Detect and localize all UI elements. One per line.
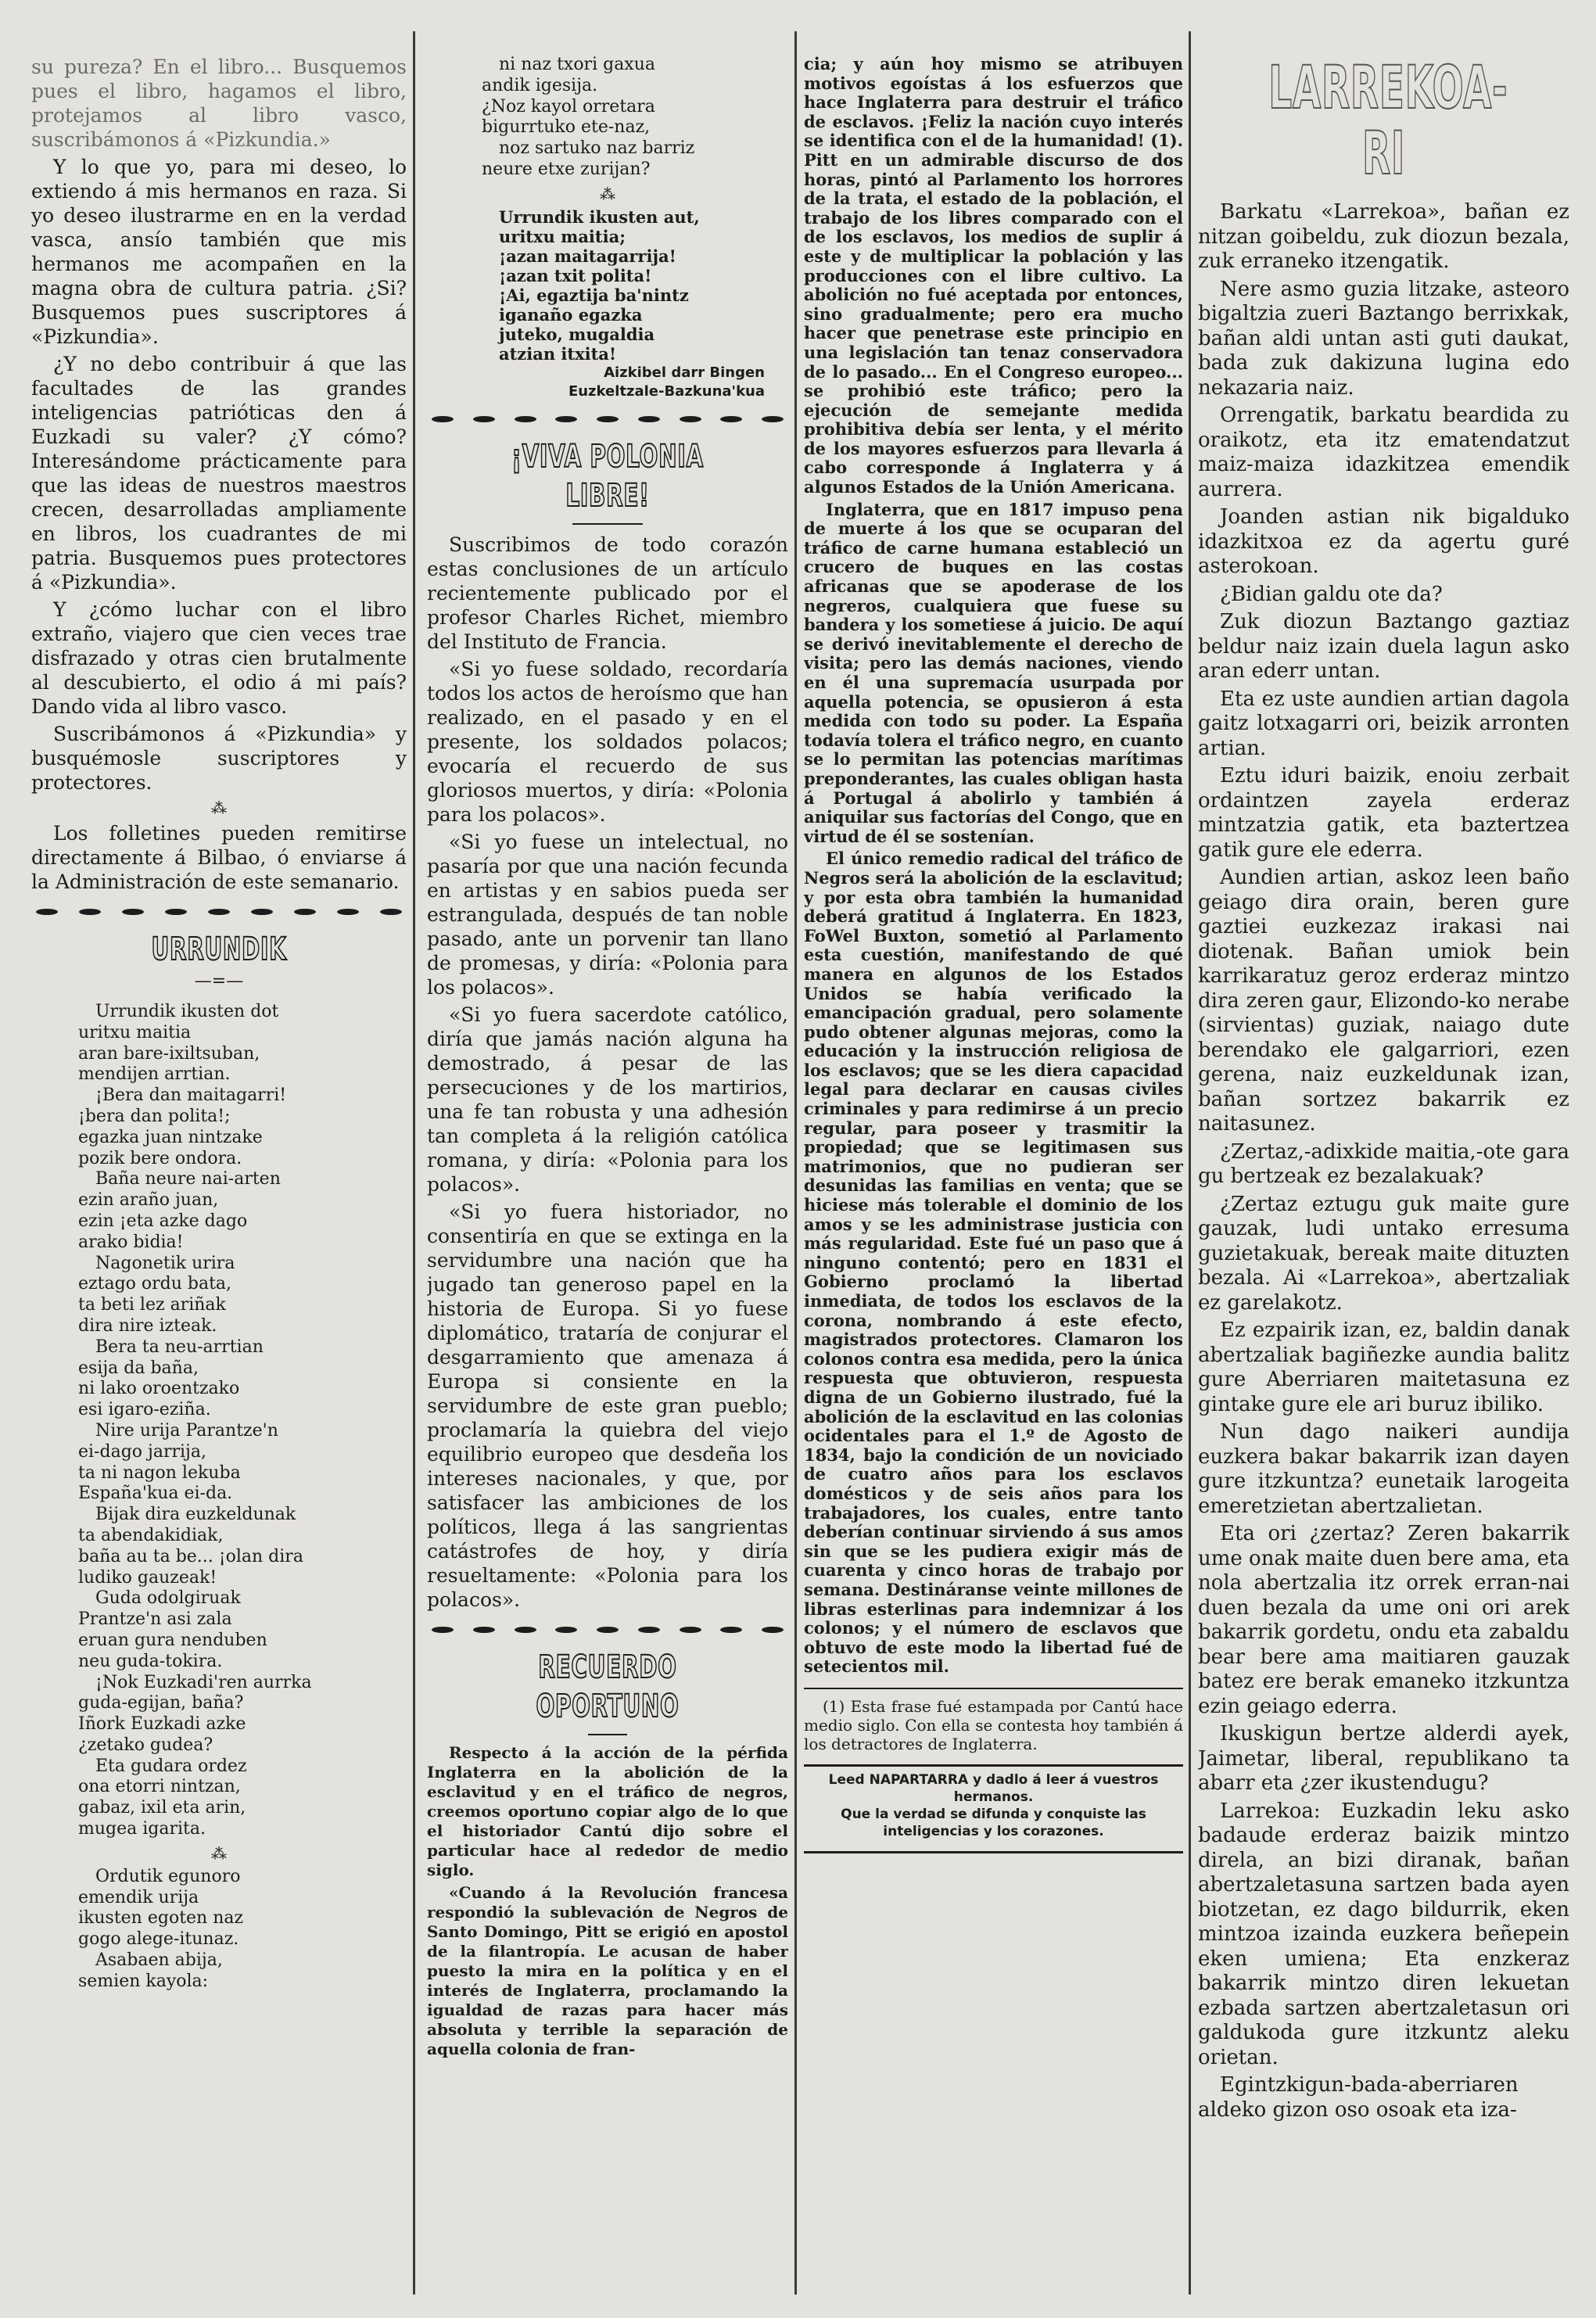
column-rule-2 [794, 31, 797, 2295]
poem-line: neure etxe zurijan? [482, 159, 651, 179]
paragraph: Los folletines pueden remitirse directamente á Bilbao, ó enviarse á la Administración de este semanario. [31, 822, 407, 893]
poem-line: ni naz txori gaxua [499, 55, 655, 74]
poem-line: Nagonetik urira [95, 1253, 235, 1273]
poem-line: ¿Noz kayol orretara [482, 96, 655, 117]
paragraph: Egintzkigun-bada-aberriaren aldeko gizon oso osoak eta iza- [1198, 2073, 1519, 2122]
poem-line: eztago ordu bata, [78, 1274, 232, 1294]
ornamental-divider [432, 1624, 784, 1635]
paragraph: Aundien artian, askoz leen baño geiago dira orain, beren gure gaztiei euzkezaz irakasi nai diotenak. Bañan umiok bein karrikaratuz geroz erderaz mintzo dira zeren gaur, Elizondo-ko nerabe (sirvientas) guziak, naiago dute berendako ele galgarriori, ezen gerena, naiz euzkeldunak izan, bañan sortzez bakarrik ez naitasunez. [1198, 866, 1569, 1136]
poem-continued [31, 1867, 407, 1993]
poem-line: esi igaro-eziña. [78, 1400, 211, 1420]
poem-ending [427, 55, 788, 181]
paragraph: Y ¿cómo luchar con el libro extraño, viajero que cien veces trae disfrazado y otras cien brutalmente al descubierto, el odio á mi país? Dando vida al libro vasco. [31, 598, 407, 718]
separator: —=— [194, 971, 244, 991]
paragraph: Respecto á la acción de la pérfida Inglaterra en la abolición de la esclavitud y en el tráfico de negros, creemos oportuno copiar algo de lo que el historiador Cantú dijo sobre el particular hace al rededor de medio siglo. [427, 1742, 788, 1879]
poem-bold [427, 207, 788, 364]
paragraph: ¿Bidian galdu ote da? [1220, 582, 1443, 606]
paragraph: «Si yo fuera historiador, no consentiría en que se extinga en la servidumbre una nación que ha jugado tan generoso papel en la historia de Europa. Si yo fuese diplomático, trataría de conjurar el desgarramiento que amenaza á Europa si consiente en la servidumbre de este gran pueblo; proclamaría la quiebra del viejo equilibrio europeo que desdeña los intereses nacionales, y que, por satisfacer las ambiciones de los políticos, llega á las sangrientas catástrofes de hoy, y diría resueltamente: «Polonia para los polacos». [427, 1200, 788, 1611]
section-heading-polonia: ¡VIVA POLONIA LIBRE! [511, 438, 704, 514]
section-heading-urrundik: URRUNDIK [151, 931, 287, 967]
section-heading-larrekoa: LARREKOA-RI [1268, 55, 1508, 188]
poem-line: arako bidia! [78, 1232, 184, 1252]
poem-line: ludiko gauzeak! [78, 1567, 217, 1588]
paragraph: ¿Zertaz eztugu guk maite gure gauzak, ludi untako erresuma guzietakuak, bereak maite dituzten bezala. Ai «Larrekoa», abertzaliak ez garelakotz. [1198, 1192, 1569, 1315]
poem-line: Eta gudara ordez [95, 1756, 247, 1776]
paragraph: Eta ez uste aundien artian dagola gaitz lotxagarri ori, beizik arronten artian. [1198, 687, 1569, 760]
poem-line: ¡bera dan polita!; [78, 1106, 231, 1126]
poem-line: ta beti lez ariñak [78, 1295, 226, 1315]
paragraph: «Cuando á la Revolución francesa respondió la sublevación de Negros de Santo Domingo, Pitt se erigió en apostol de la filantropía. Le acusan de haber puesto la mira en la política y en el interés de Inglaterra, proclamando la igualdad de razas para hacer más absoluta y terrible la separación de aquella colonia de fran- [427, 1882, 788, 2058]
paragraph: «Si yo fuese un intelectual, no pasaría por que una nación fecunda en artistas y en sabios pueda ser estrangulada, después de tan noble pasado, ante un porvenir tan llano de promesas, y diría: «Polonia para los polacos». [427, 830, 788, 999]
poem-line: Prantze'n asi zala [78, 1609, 232, 1630]
poem-line: dira nire izteak. [78, 1315, 217, 1336]
poem-line: mendijen arrtian. [78, 1064, 231, 1085]
poem-line: ¡azan txit polita! [499, 265, 652, 285]
column-3 [804, 55, 1183, 2307]
poem-line: uritxu maitia; [499, 226, 626, 246]
poem-line: neu guda-tokira. [78, 1651, 223, 1671]
paragraph: «Si yo fuese soldado, recordaría todos los actos de heroísmo que han realizado, en el pasado y en el presente, los soldados polacos; evocaría el recuerdo de sus gloriosos muertos, y diría: «Polonia para los polacos». [427, 657, 788, 826]
poem-line: gabaz, ixil eta arin, [78, 1798, 246, 1818]
ornamental-divider [36, 906, 402, 917]
poem-line: uritxu maitia [78, 1022, 192, 1042]
poem-line: ezin ¡eta azke dago [78, 1211, 248, 1231]
short-rule [572, 523, 643, 525]
poem-line: ¡Nok Euzkadi'ren aurrka [95, 1672, 312, 1692]
poem-line: semien kayola: [78, 1971, 209, 1991]
poem-line: Asabaen abija, [95, 1950, 223, 1971]
column-4 [1198, 55, 1569, 2307]
poem-line: esija da baña, [78, 1358, 199, 1378]
poem-line: atzian itxita! [499, 343, 617, 364]
poem [31, 1002, 407, 1840]
paragraph: Ikuskigun bertze alderdi ayek, Jaimetar, liberal, republikano ta abarr eta ¿zer ikustendugu? [1198, 1722, 1569, 1795]
poem-line: Ordutik egunoro [95, 1866, 241, 1886]
poem-line: Bera ta neu-arrtian [95, 1337, 264, 1357]
poem-line: Urrundik ikusten dot [95, 1002, 279, 1021]
footnote-rule [804, 1688, 1183, 1689]
poem-line: eruan gura nenduben [78, 1630, 267, 1650]
poem-line: gogo alege-itunaz. [78, 1929, 239, 1950]
notice-line: Que la verdad se difunda y conquiste las inteligencias y los corazones. [841, 1806, 1146, 1839]
poem-line: ¡Ai, egaztija ba'nintz [499, 285, 689, 305]
paragraph: Suscribámonos á «Pizkundia» y busquémosle suscriptores y protectores. [31, 723, 407, 794]
paragraph: Larrekoa: Euzkadin leku asko badaude erderaz baizik mintzo direla, an bizi diranak, bañan abertzaletasuna sartzen bada ayen biotzetan, ez dago bildurrik, eken mintzoa izainda euzkera beñepein eken umiena; Eta enzkeraz bakarrik mintzo diren lekuetan ezbada sartzen abertzaletasun ori galdukoda gure itzkuntz aleku orietan. [1198, 1799, 1569, 2069]
paragraph: Inglaterra, que en 1817 impuso pena de muerte á los que se ocuparan del tráfico de carne humana estableció un crucero de buques en las costas africanas que se apoderase de los negreros, cualquiera que fuese su bandera y los sometiese á juicio. De aquí se derivó inevitablemente el derecho de visita; pero las demás naciones, viendo en él una supremacía usurpada por aquella potencia, se opusieron á esta medida con todo su poder. La España todavía tolera el tráfico negro, en cuanto se lo permitan las potencias marítimas preponderantes, las cuales obligan hasta á Portugal á abolirlo y también á aniquilar sus factorías del Congo, que en virtud de él se sostenían. [804, 499, 1183, 846]
asterism: ⁂ [211, 1843, 227, 1863]
footnote: (1) Esta frase fué estampada por Cantú hace medio siglo. Con ella se contesta hoy también á los detractores de Inglaterra. [804, 1696, 1183, 1753]
poem-line: ¡azan maitagarrija! [499, 246, 676, 266]
asterism: ⁂ [600, 184, 615, 203]
poem-line: noz sartuko naz barriz [499, 138, 695, 159]
poem-line: pozik bere ondora. [78, 1148, 242, 1168]
paragraph: cia; y aún hoy mismo se atribuyen motivos egoístas á los esfuerzos que hace Inglaterra para destruir el tráfico de esclavos. ¡Feliz la nación cuyo interés se identifica con el de la humanidad! (1). Pitt en un admirable discurso de dos horas, pintó al Parlamento los horrores de la trata, el estado de la población, el trabajo de los libres comparado con el de los esclavos, los medios de suplir á este y de multiplicar la población y las producciones con el libre cultivo. La abolición no fué aceptada por entonces, sino gradualmente; pero era mucho hacer que penetrase este principio en una legislación tan tenaz conservadora de lo pasado... En el Congreso europeo... se prohibió este tráfico; pero la ejecución de semejante medida prohibitiva debía ser lenta, y el mérito de los mayores esfuerzos para llevarla á cabo corresponde á Inglaterra y á algunos Estados de la Unión Americana. [804, 55, 1183, 497]
column-1 [31, 55, 407, 2307]
poem-line: Guda odolgiruak [95, 1588, 241, 1609]
poem-line: aran bare-ixiltsuban, [78, 1043, 260, 1064]
paragraph: Eztu iduri baizik, enoiu zerbait ordaintzen zayela erderaz mintzatzia gatik, eta baztertzea gatik gure ele ederra. [1198, 764, 1569, 862]
short-rule [588, 1734, 627, 1735]
poem-line: guda-egijan, baña? [78, 1693, 244, 1713]
notice-rule [804, 1764, 1183, 1767]
paragraph: Zuk diozun Baztango gaztiaz beldur naiz izain duela lagun asko aran ederr untan. [1198, 610, 1569, 683]
column-rule-1 [413, 31, 415, 2295]
paragraph: Barkatu «Larrekoa», bañan ez nitzan goibeldu, zuk diozun bezala, zuk erraneko itzengatik. [1198, 200, 1569, 273]
poem-line: España'kua ei-da. [78, 1484, 233, 1504]
poem-line: ¿zetako gudea? [78, 1735, 213, 1755]
poem-line: egazka juan nintzake [78, 1127, 263, 1147]
signature-author: Aizkibel darr Bingen [604, 364, 765, 381]
poem-line: Baña neure nai-arten [95, 1169, 281, 1190]
paragraph: Nun dago naikeri aundija euzkera bakar bakarrik izan dayen gure itzkuntza? eunetaik larogeita emeretzietan abertzalietan. [1198, 1420, 1569, 1518]
poem-line: bigurrtuko ete-naz, [482, 117, 651, 138]
poem-line: emendik urija [78, 1887, 199, 1907]
poem-line: Iñork Euzkadi azke [78, 1714, 246, 1735]
paragraph: ¿Y no debo contribuir á que las facultades de las grandes inteligencias patrióticas den á Euzkadi su valer? ¿Y cómo? Interesándome prácticamente para que las ideas de nuestros maestros crecen, desarrolladas ampliamente en libros, los cuadrantes de mi patria. Busquemos pues protectores á «Pizkundia». [31, 353, 407, 594]
paragraph: Joanden astian nik bigalduko idazkitxoa ez da agertu guré asterokoan. [1198, 505, 1569, 578]
poem-line: ta ni nagon lekuba [78, 1462, 241, 1483]
poem-line: baña au ta be... ¡olan dira [78, 1546, 303, 1566]
poem-line: Bijak dira euzkeldunak [95, 1505, 296, 1525]
paragraph: «Si yo fuera sacerdote católico, diría que jamás nación alguna ha demostrado, á pesar de las persecuciones y de los martirios, una fe tan robusta y una adhesión tan completa á la religión católica romana, y diría: «Polonia para los polacos». [427, 1003, 788, 1196]
poem-line: ¡Bera dan maitagarri! [95, 1085, 287, 1106]
poem-line: iganaño egazka [499, 304, 643, 325]
asterism: ⁂ [211, 798, 227, 817]
paragraph: Ez ezpairik izan, ez, baldin danak abertzaliak bagiñezke aundia balitz gure Aberriaren maitetasuna ez gintake gure ele ari buruz ibiliko. [1198, 1319, 1569, 1416]
ornamental-divider [432, 414, 784, 425]
paragraph: Suscribimos de todo corazón estas conclusiones de un artículo recientemente publicado por el profesor Charles Richet, miembro del Instituto de Francia. [427, 533, 788, 653]
poem-line: ta abendakidiak, [78, 1525, 224, 1545]
paragraph: El único remedio radical del tráfico de Negros será la abolición de la esclavitud; y por esta obra también la humanidad deberá gratitud á Inglaterra. En 1823, FoWel Buxton, sometió al Parlamento esta cuestión, manifestando de qué manera en algunos de los Estados Unidos se había verificado la emancipación gradual, pero solamente pudo obtener algunas mejoras, como la educación y la instrucción religiosa de los esclavos; que se les diera capacidad legal para declarar en causas civiles criminales y para redimirse á un precio regular, para poseer y trasmitir la propiedad; que se legitimasen sus matrimonios, que no pudieran ser desunidas las familias en venta; que se hiciese más tolerable el dominio de los amos y se les administrase justicia con más regularidad. Este fué un paso que á ninguno contentó; pero en 1831 el Gobierno proclamó la libertad inmediata, de todos los esclavos de la corona, nombrando á este efecto, magistrados protectores. Clamaron los colonos contra esa medida, pero la única respuesta que obtuvieron, respuesta digna de un Gobierno ilustrado, fué la abolición de la esclavitud en las colonias ocidentales para el 1.º de Agosto de 1834, bajo la condición de un noviciado de cuatro años para los esclavos domésticos y de seis años para los trabajadores, los cuales, entre tanto deberían continuar sirviendo á sus amos sin que se les pudiera exigir más de cuarenta y cinco horas de trabajo por semana. Destináranse veinte millones de libras esterlinas para indemnizar á los colonos; y el número de esclavos que obtuvo de este modo la libertad fué de setecientos mil. [804, 849, 1183, 1677]
poem-line: ikusten egoten naz [78, 1908, 244, 1929]
poem-line: ni lako oroentzako [78, 1379, 240, 1399]
paragraph: Nere asmo guzia litzake, asteoro bigaltzia zueri Baztango berrixkak, bañan aldi untan asti guti daukat, bada zuk dakizuna lugina edo nekazaria naiz. [1198, 277, 1569, 400]
section-heading-recuerdo: RECUERDO OPORTUNO [536, 1649, 680, 1724]
poem-line: andik igesija. [482, 75, 598, 95]
paragraph: Eta ori ¿zertaz? Zeren bakarrik ume onak maite duen bere ama, eta nola abertzalia itz orrek erran-nai duen bezala da ume oni ori arek bakarrik gordetu, ondu eta zabaldu bear bere ama maitiaren gauzak batez ere berak emaneko itzkuntza ezin geiago ederra. [1198, 1522, 1569, 1718]
paragraph: Orrengatik, barkatu beardida zu oraikotz, eta itz ematendatzut maiz-maiza idazkitzea emendik aurrera. [1198, 404, 1569, 501]
column-2 [427, 55, 788, 2307]
column-rule-3 [1189, 31, 1191, 2295]
poem-line: juteko, mugaldia [499, 324, 655, 344]
notice-rule [804, 1851, 1183, 1853]
poem-line: mugea igarita. [78, 1819, 206, 1839]
poem-line: ona etorri nintzan, [78, 1777, 241, 1797]
paragraph: su pureza? En el libro... Busquemos pues el libro, hagamos el libro, protejamos al libro vasco, suscribámonos á «Pizkundia.» [31, 56, 407, 151]
poem-line: ei-dago jarrija, [78, 1441, 206, 1462]
poem-line: ezin araño juan, [78, 1190, 219, 1211]
paragraph: Y lo que yo, para mi deseo, lo extiendo á mis hermanos en raza. Si yo deseo ilustrarme en en la verdad vasca, ansío también que mis hermanos me acompañen en la magna obra de cultura patria. ¿Si? Busquemos pues suscriptores á «Pizkundia». [31, 156, 407, 348]
notice-line: Leed NAPARTARRA y dadlo á leer á vuestros hermanos. [828, 1771, 1159, 1805]
poem-line: Nire urija Parantze'n [95, 1420, 278, 1441]
poem-line: Urrundik ikusten aut, [499, 206, 700, 227]
signature-society: Euzkeltzale-Bazkuna'kua [568, 382, 765, 400]
paragraph: ¿Zertaz,-adixkide maitia,-ote gara gu bertzeak ez bezalakuak? [1198, 1139, 1569, 1188]
